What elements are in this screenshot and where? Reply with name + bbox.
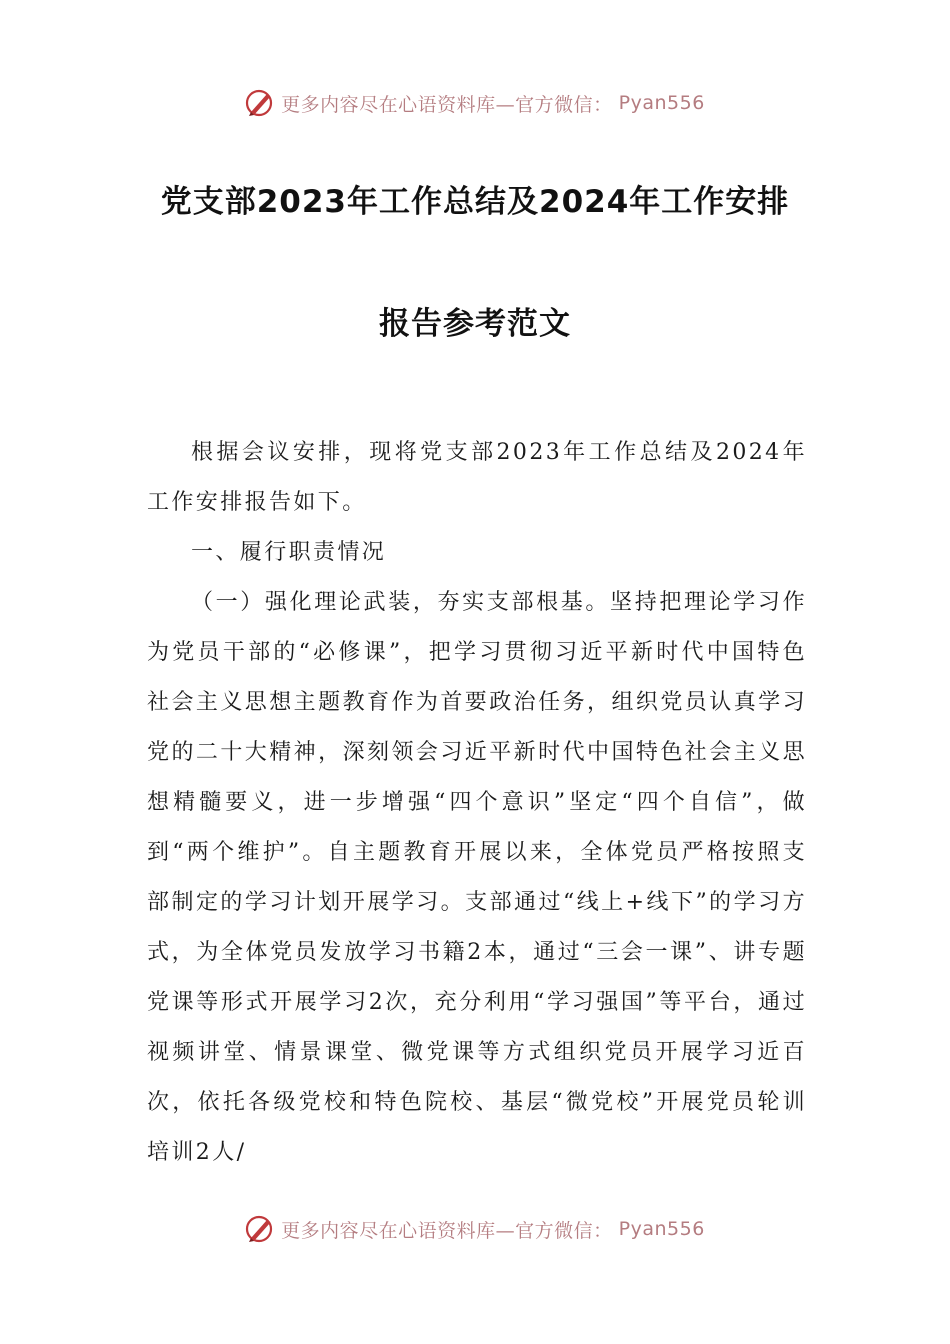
section-heading-1: 一、履行职责情况: [191, 540, 387, 565]
watermark-text: 更多内容尽在心语资料库—官方微信：: [281, 1219, 613, 1242]
pen-logo-icon: [245, 88, 275, 118]
pen-logo-icon: [245, 1214, 275, 1244]
watermark-wechat-id: Pyan556: [618, 92, 705, 114]
document-title-line1: 党支部2023年工作总结及2024年工作安排: [160, 184, 790, 220]
document-title-line2: 报告参考范文: [379, 306, 571, 342]
paragraph-intro: 根据会议安排，现将党支部2023年工作总结及2024年工作安排报告如下。: [147, 440, 807, 515]
document-body: [147, 428, 807, 1178]
footer-watermark: [0, 1214, 950, 1244]
header-watermark: [0, 88, 950, 118]
paragraph-1: （一）强化理论武装，夯实支部根基。坚持把理论学习作为党员干部的“必修课”，把学习贯彻习近平新时代中国特色社会主义思想主题教育作为首要政治任务，组织党员认真学习党的二十大精神，深刻领会习近平新时代中国特色社会主义思想精髓要义，进一步增强“四个意识”坚定“四个自信”，做到“两个维护”。自主题教育开展以来，全体党员严格按照支部制定的学习计划开展学习。支部通过“线上+线下”的学习方式，为全体党员发放学习书籍2本，通过“三会一课”、讲专题党课等形式开展学习2次，充分利用“学习强国”等平台，通过视频讲堂、情景课堂、微党课等方式组织党员开展学习近百次，依托各级党校和特色院校、基层“微党校”开展党员轮训培训2人/: [147, 590, 807, 1165]
watermark-wechat-id: Pyan556: [618, 1218, 705, 1240]
watermark-text: 更多内容尽在心语资料库—官方微信：: [281, 93, 613, 116]
